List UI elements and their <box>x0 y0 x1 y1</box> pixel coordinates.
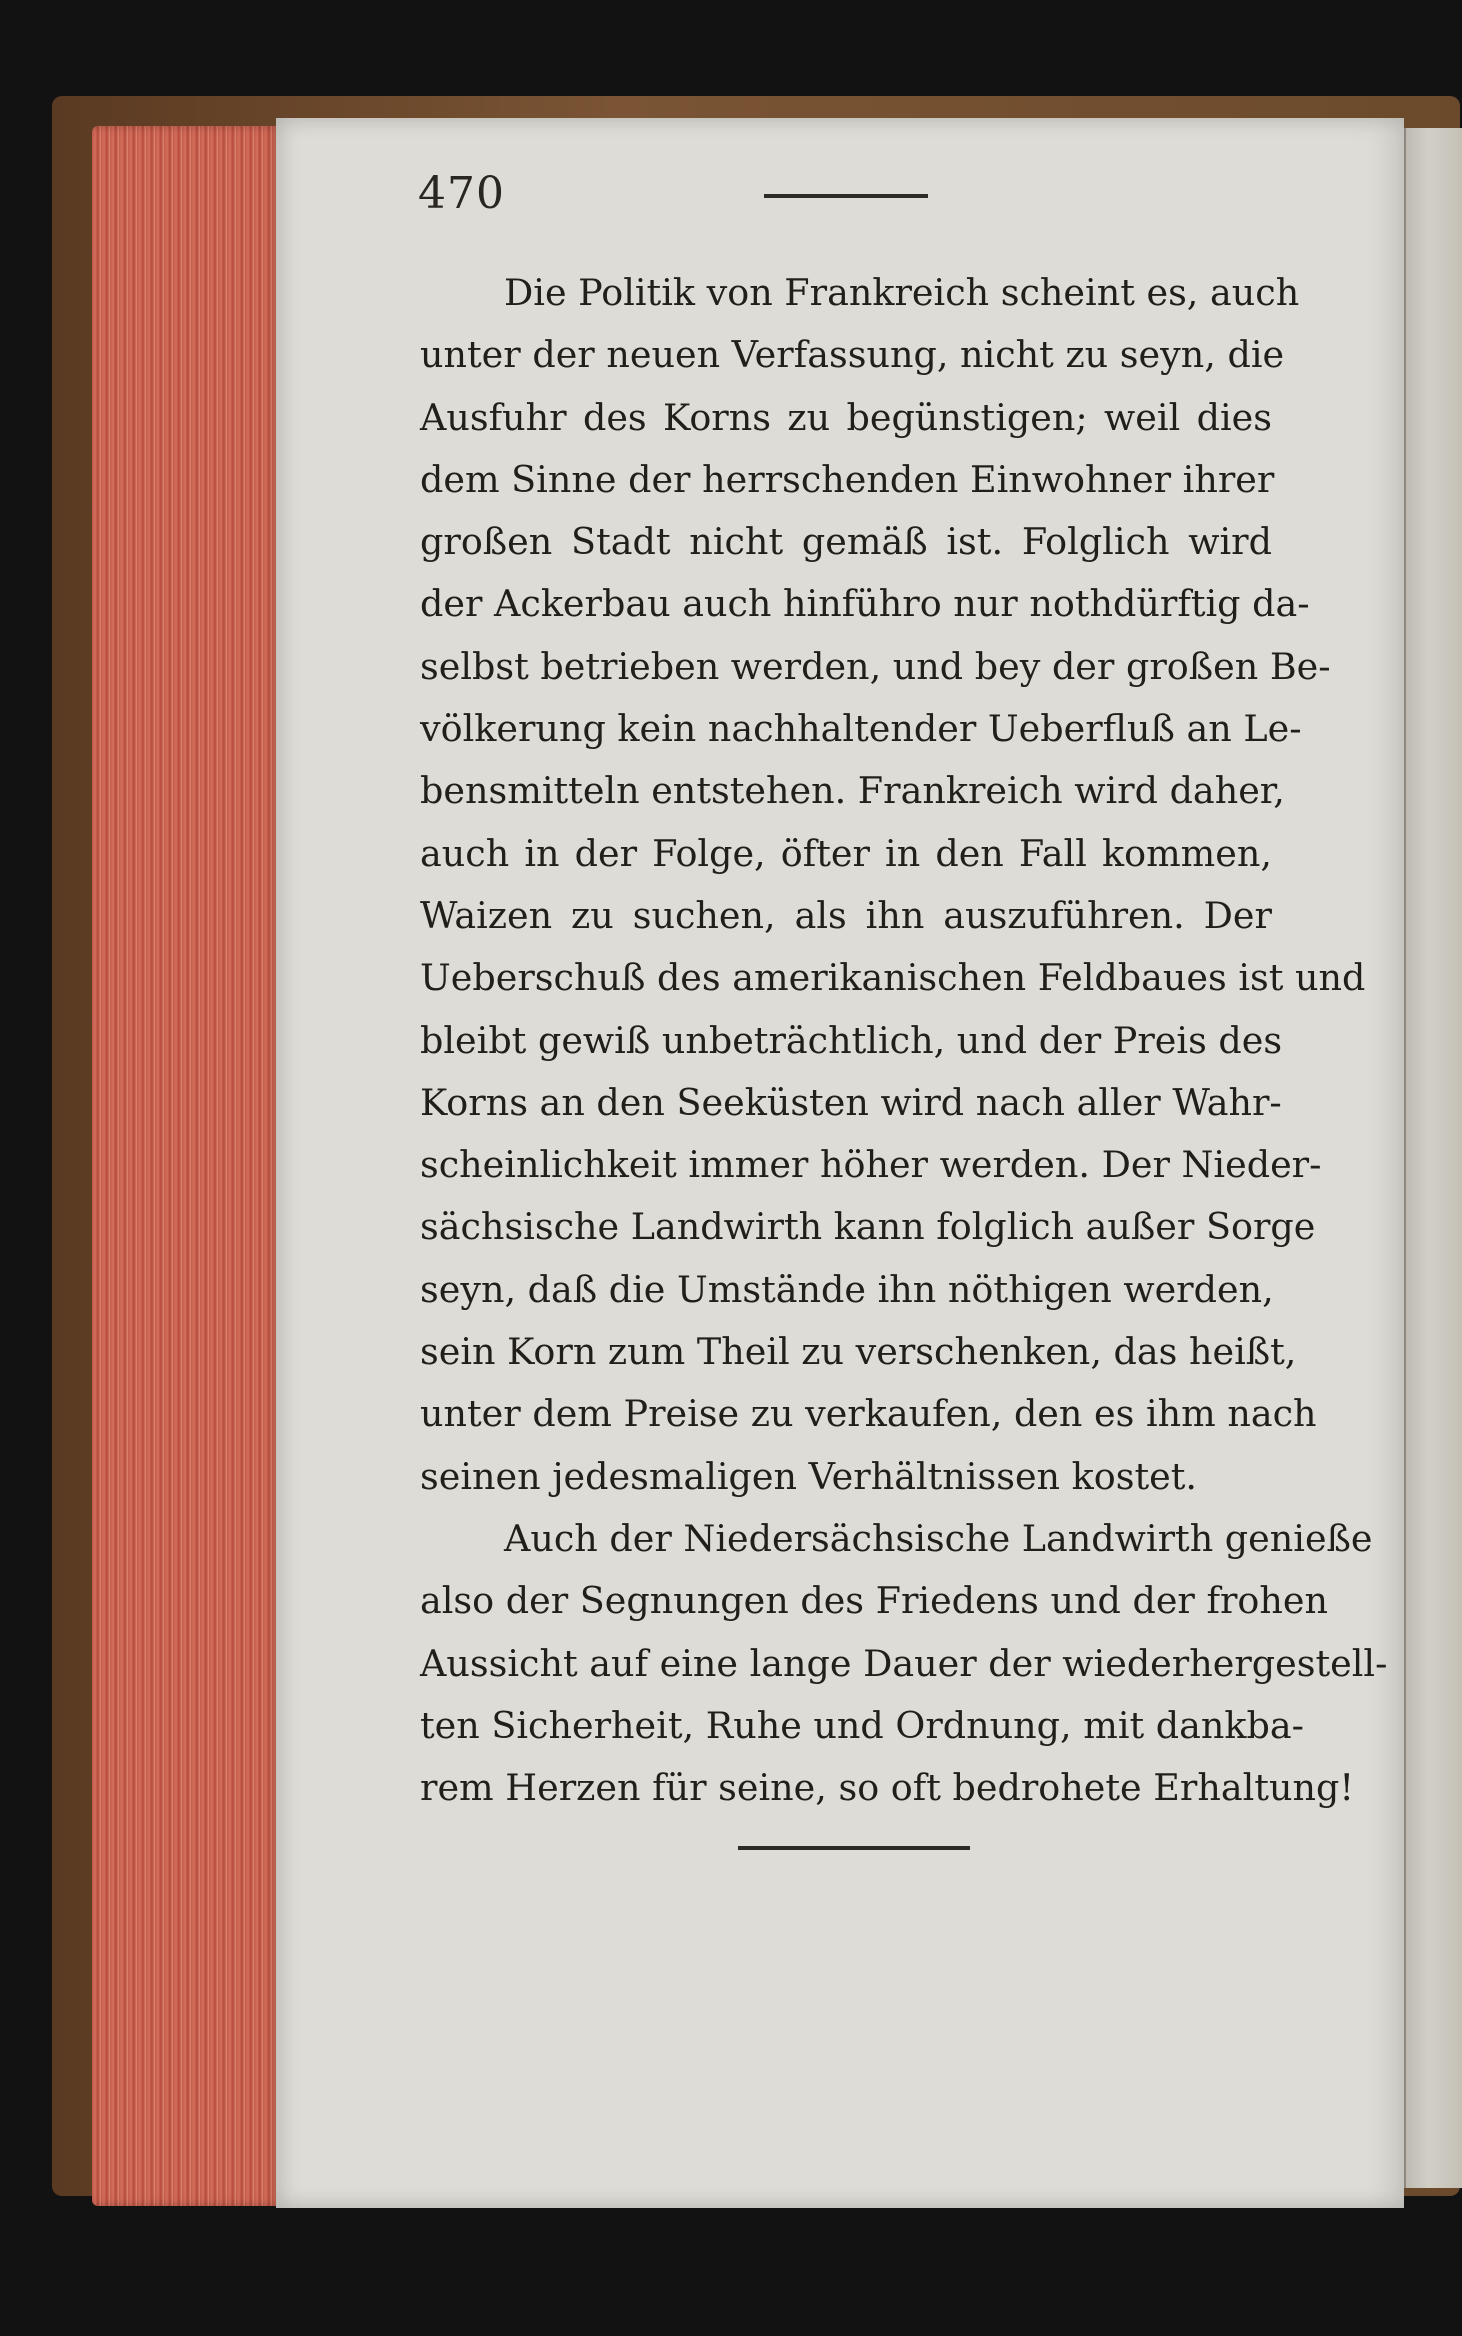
paragraph-1 <box>420 262 1366 1508</box>
text-line: unter der neuen Verfassung, nicht zu seyn, die <box>420 333 1285 377</box>
text-line: großen Stadt nicht gemäß ist. Folglich wird <box>420 520 1272 564</box>
text-line: Waizen zu suchen, als ihn auszuführen. Der <box>420 893 1272 937</box>
body-text <box>420 262 1388 1819</box>
text-line: sein Korn zum Theil zu verschenken, das heißt, <box>420 1330 1297 1374</box>
end-rule <box>738 1846 970 1850</box>
page-number: 470 <box>418 168 505 219</box>
text-line: Ueberschuß des amerikanischen Feldbaues ist und <box>420 956 1366 1000</box>
text-line: dem Sinne der herrschenden Einwohner ihrer <box>420 457 1275 501</box>
text-line: der Ackerbau auch hinführo nur nothdürftig da- <box>420 582 1310 626</box>
text-line: Auch der Niedersächsische Landwirth genieße <box>504 1516 1373 1560</box>
page-edges <box>92 126 282 2206</box>
header-rule <box>764 194 928 198</box>
text-line: unter dem Preise zu verkaufen, den es ihm nach <box>420 1392 1317 1436</box>
text-line: bleibt gewiß unbeträchtlich, und der Preis des <box>420 1018 1283 1062</box>
text-line: also der Segnungen des Friedens und der frohen <box>420 1579 1329 1623</box>
text-line: bensmitteln entstehen. Frankreich wird daher, <box>420 769 1285 813</box>
text-line: rem Herzen für seine, so oft bedrohete Erhaltung! <box>420 1766 1355 1810</box>
text-line: scheinlichkeit immer höher werden. Der Nieder- <box>420 1143 1322 1187</box>
text-line: seinen jedesmaligen Verhältnissen kostet. <box>420 1454 1198 1498</box>
text-line: Korns an den Seeküsten wird nach aller Wahr- <box>420 1080 1282 1124</box>
text-line: selbst betrieben werden, und bey der großen Be- <box>420 644 1331 688</box>
text-line: sächsische Landwirth kann folglich außer Sorge <box>420 1205 1316 1249</box>
text-line: Ausfuhr des Korns zu begünstigen; weil dies <box>420 395 1272 439</box>
text-line: völkerung kein nachhaltender Ueberfluß an Le- <box>420 707 1302 751</box>
text-line: ten Sicherheit, Ruhe und Ordnung, mit dankba- <box>420 1703 1304 1747</box>
paragraph-2 <box>420 1508 1388 1819</box>
text-line: Die Politik von Frankreich scheint es, auch <box>504 271 1300 314</box>
text-line: auch in der Folge, öfter in den Fall kommen, <box>420 831 1272 875</box>
text-line: Aussicht auf eine lange Dauer der wiederhergestell- <box>420 1641 1388 1685</box>
facing-page-edge <box>1404 128 1462 2188</box>
text-line: seyn, daß die Umstände ihn nöthigen werden, <box>420 1267 1274 1311</box>
